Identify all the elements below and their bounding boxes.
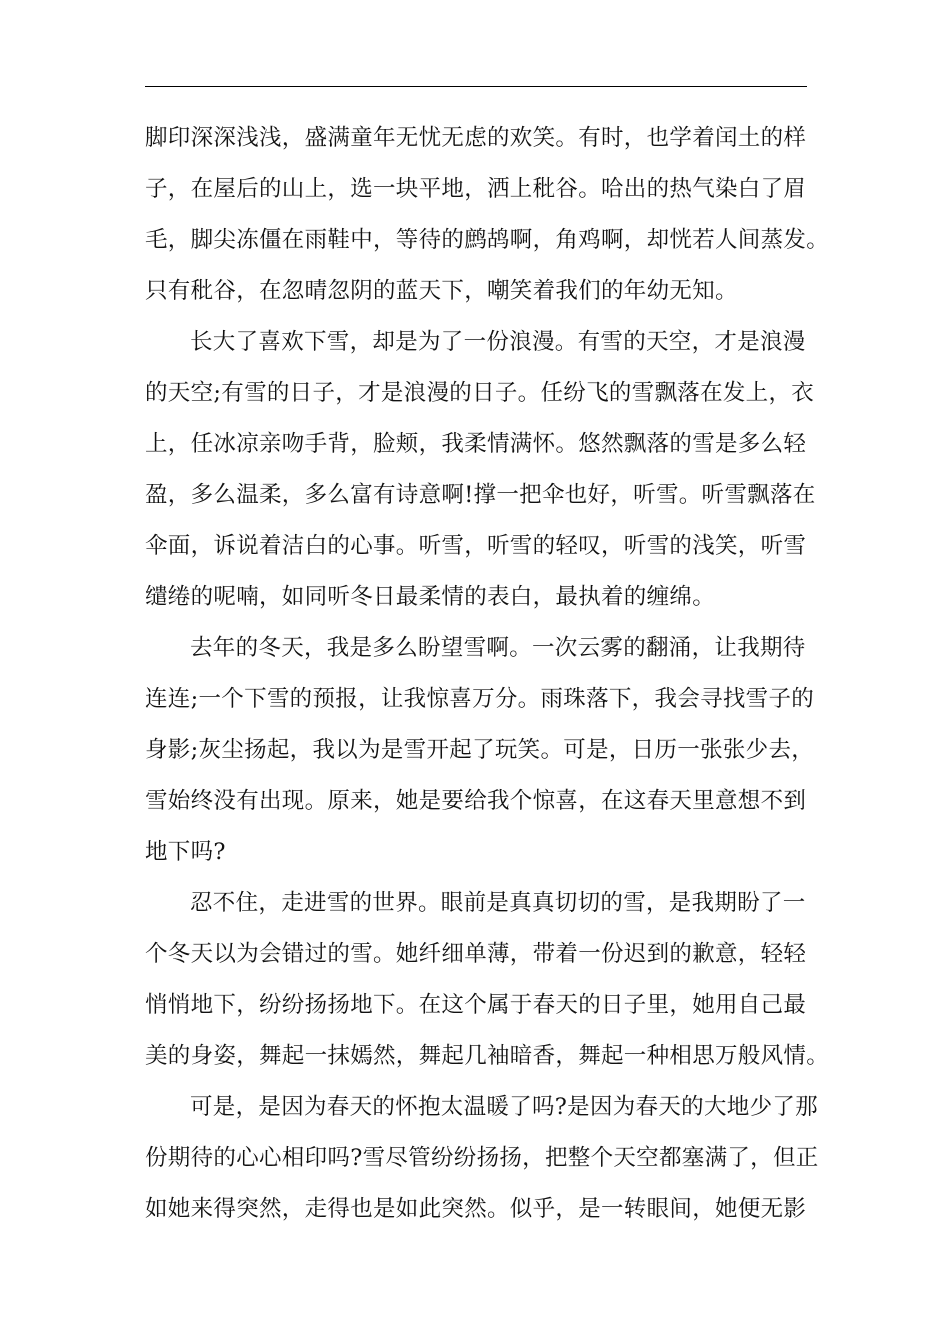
text-line: 美的身姿，舞起一抹嫣然，舞起几袖暗香，舞起一种相思万般风情。 [145, 1043, 830, 1069]
text-line: 脚印深深浅浅，盛满童年无忧无虑的欢笑。有时，也学着闰土的样 [145, 125, 807, 151]
text-line: 可是，是因为春天的怀抱太温暖了吗?是因为春天的大地少了那 [190, 1094, 818, 1120]
text-line: 子，在屋后的山上，选一块平地，洒上秕谷。哈出的热气染白了眉 [145, 176, 807, 202]
text-line: 去年的冬天，我是多么盼望雪啊。一次云雾的翻涌，让我期待 [190, 635, 806, 661]
text-line: 毛，脚尖冻僵在雨鞋中，等待的鹧鸪啊，角鸡啊，却恍若人间蒸发。 [145, 227, 830, 253]
text-line: 只有秕谷，在忽晴忽阴的蓝天下，嘲笑着我们的年幼无知。 [145, 278, 738, 304]
text-line: 的天空;有雪的日子，才是浪漫的日子。任纷飞的雪飘落在发上，衣 [145, 380, 815, 406]
text-line: 悄悄地下，纷纷扬扬地下。在这个属于春天的日子里，她用自己最 [145, 992, 807, 1018]
text-line: 伞面，诉说着洁白的心事。听雪，听雪的轻叹，听雪的浅笑，听雪 [145, 533, 807, 559]
body-text [145, 113, 830, 1235]
text-line: 盈，多么温柔，多么富有诗意啊!撑一把伞也好，听雪。听雪飘落在 [145, 482, 816, 508]
text-line: 缱绻的呢喃，如同听冬日最柔情的表白，最执着的缠绵。 [145, 584, 716, 610]
text-line: 地下吗? [145, 839, 226, 865]
text-line: 连连;一个下雪的预报，让我惊喜万分。雨珠落下，我会寻找雪子的 [145, 686, 815, 712]
text-line: 份期待的心心相印吗?雪尽管纷纷扬扬，把整个天空都塞满了，但正 [145, 1145, 819, 1171]
text-line: 如她来得突然，走得也是如此突然。似乎，是一转眼间，她便无影 [145, 1196, 807, 1222]
text-line: 雪始终没有出现。原来，她是要给我个惊喜，在这春天里意想不到 [145, 788, 807, 814]
header-rule [145, 86, 807, 87]
text-line: 忍不住，走进雪的世界。眼前是真真切切的雪，是我期盼了一 [190, 890, 806, 916]
text-line: 个冬天以为会错过的雪。她纤细单薄，带着一份迟到的歉意，轻轻 [145, 941, 807, 967]
text-line: 身影;灰尘扬起，我以为是雪开起了玩笑。可是，日历一张张少去， [145, 737, 815, 763]
text-line: 长大了喜欢下雪，却是为了一份浪漫。有雪的天空，才是浪漫 [190, 329, 806, 355]
text-line: 上，任冰凉亲吻手背，脸颊，我柔情满怀。悠然飘落的雪是多么轻 [145, 431, 807, 457]
